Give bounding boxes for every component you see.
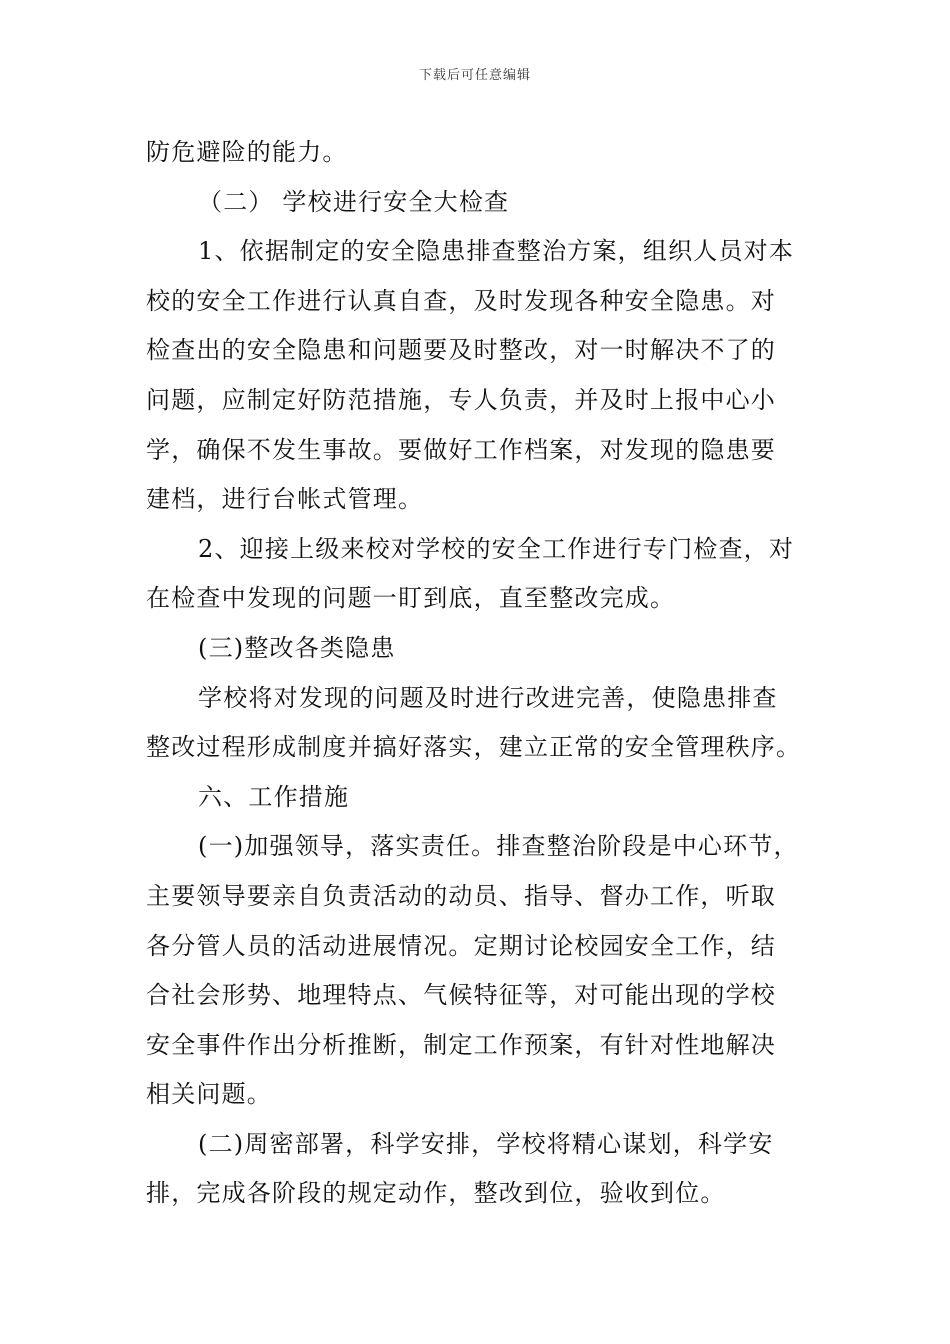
text-line-10: 在检查中发现的问题一盯到底，直至整改完成。 (146, 584, 676, 613)
document-body (146, 128, 806, 1219)
text-line-20: 相关问题。 (146, 1080, 272, 1109)
text-line-3: 1、依据制定的安全隐患排查整治方案，组织人员对本 (198, 237, 795, 266)
text-line-11: (三)整改各类隐患 (198, 633, 396, 662)
text-line-13: 整改过程形成制度并搞好落实，建立正常的安全管理秩序。 (146, 733, 802, 762)
text-line-1: 防危避险的能力。 (146, 138, 348, 166)
text-line-16: 主要领导要亲自负责活动的动员、指导、督办工作，听取 (146, 881, 776, 910)
text-line-6: 问题，应制定好防范措施，专人负责，并及时上报中心小 (146, 385, 776, 414)
text-line-12: 学校将对发现的问题及时进行改进完善，使隐患排查 (198, 683, 778, 712)
text-line-2: （二） 学校进行安全大检查 (198, 187, 510, 216)
text-line-9: 2、迎接上级来校对学校的安全工作进行专门检查，对 (198, 534, 795, 563)
page-header: 下载后可任意编辑 (418, 68, 531, 83)
text-line-7: 学，确保不发生事故。要做好工作档案，对发现的隐患要 (146, 435, 776, 464)
text-line-18: 合社会形势、地理特点、气候特征等，对可能出现的学校 (146, 981, 776, 1010)
text-line-17: 各分管人员的活动进展情况。定期讨论校园安全工作，结 (146, 931, 776, 960)
text-line-4: 校的安全工作进行认真自查，及时发现各种安全隐患。对 (146, 286, 776, 315)
text-line-19: 安全事件作出分析推断，制定工作预案，有针对性地解决 (146, 1030, 776, 1059)
text-line-14: 六、工作措施 (198, 782, 350, 811)
text-line-22: 排，完成各阶段的规定动作，整改到位，验收到位。 (146, 1179, 726, 1208)
text-line-15: (一)加强领导，落实责任。排查整治阶段是中心环节， (198, 832, 799, 861)
text-line-8: 建档，进行台帐式管理。 (146, 485, 424, 514)
text-line-21: (二)周密部署，科学安排，学校将精心谋划，科学安 (198, 1129, 774, 1158)
text-line-5: 检查出的安全隐患和问题要及时整改，对一时解决不了的 (146, 336, 776, 365)
